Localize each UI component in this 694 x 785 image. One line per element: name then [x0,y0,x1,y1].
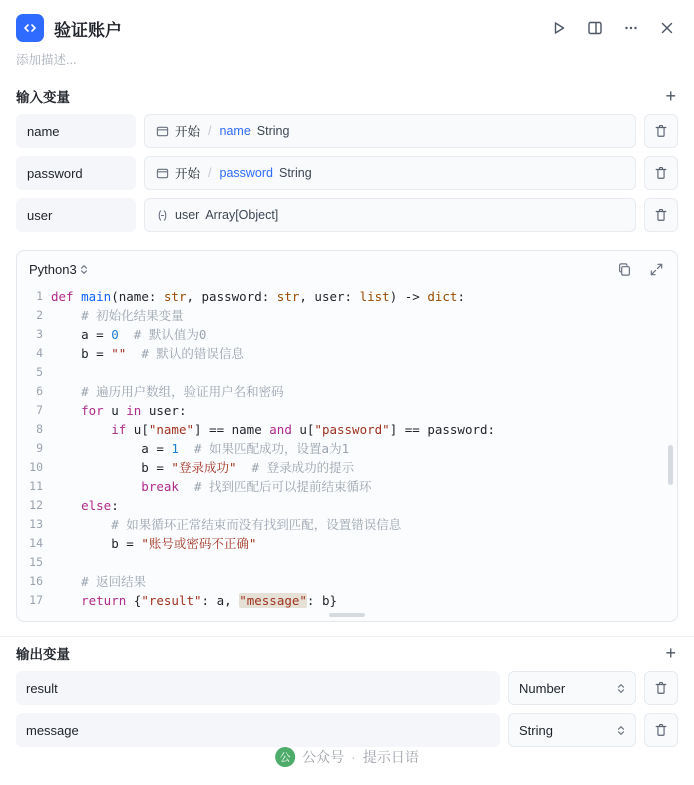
code-line-number: 4 [36,346,43,360]
output-variable-type-label: String [519,722,553,738]
code-token: str [163,289,187,304]
input-variable-row [16,198,678,232]
language-label: Python3 [29,261,77,277]
sidebar-icon[interactable] [584,17,606,39]
code-vertical-scrollbar[interactable] [668,445,673,485]
watermark-text-secondary: 提示日语 [362,749,419,765]
code-token: ) -> [389,289,428,304]
reference-field-type: String [279,166,312,180]
output-variable-name[interactable]: result [16,671,500,705]
code-token: str [276,289,300,304]
add-output-variable-button[interactable]: + [665,643,676,663]
reference-node-name: 开始 [175,125,201,139]
code-line-text [51,382,284,401]
code-line-number: 16 [29,574,43,588]
code-token: a = [51,441,172,456]
description-input[interactable]: 添加描述... [16,53,77,67]
code-line [17,553,677,572]
delete-output-variable-button[interactable] [644,671,678,705]
code-line [17,591,677,610]
input-variable-row [16,156,678,190]
code-editor-panel [16,250,678,622]
code-token: 1 [171,441,179,456]
code-token: u [103,403,127,418]
code-token: main [81,289,112,304]
page-title: 验证账户 [54,20,122,40]
code-token: : [457,289,465,304]
input-variable-row [16,114,678,148]
start-node-icon [155,166,169,180]
code-line [17,439,677,458]
code-line [17,534,677,553]
expand-icon[interactable] [647,260,665,278]
input-variable-name[interactable]: password [16,156,136,190]
code-token: "登录成功" [171,460,237,475]
code-line [17,477,677,496]
reference-field-type: String [256,124,290,138]
code-line-text [51,515,401,534]
start-node-icon [155,124,169,138]
code-line [17,496,677,515]
reference-field-name: name [219,124,251,138]
code-token: : a, [201,593,240,608]
code-token: (name: [111,289,164,304]
code-token: # 初始化结果变量 [51,308,184,323]
delete-input-variable-button[interactable] [644,198,678,232]
input-section-title: 输入变量 [16,90,70,105]
code-token: # 默认的错误信息 [126,346,244,361]
code-token: # 如果循环正常结束而没有找到匹配，设置错误信息 [51,517,402,532]
watermark-text-primary: 公众号 [302,749,345,765]
output-section-title: 输出变量 [16,647,70,662]
reference-field-type: Array[Object] [205,208,279,222]
close-icon[interactable] [656,17,678,39]
code-token: "password" [314,422,390,437]
code-line-text [51,439,349,458]
code-line-text [51,534,256,553]
add-input-variable-button[interactable]: + [665,86,676,106]
code-token: ] == password: [389,422,496,437]
code-line [17,420,677,439]
code-line-number: 13 [29,517,43,531]
input-variable-reference[interactable] [144,198,636,232]
reference-separator: / [208,166,212,180]
code-lines [17,285,677,610]
code-token: b = [51,536,142,551]
code-token: ] == name [194,422,270,437]
code-line-text [51,344,244,363]
code-horizontal-scrollbar[interactable] [329,613,365,617]
code-token: break [51,479,179,494]
delete-input-variable-button[interactable] [644,156,678,190]
output-section-header [0,637,694,671]
code-token: return [51,593,127,608]
code-line-text [51,572,146,591]
chevron-updown-icon [617,725,625,736]
code-editor-actions [615,260,665,278]
input-variable-list [0,114,694,240]
code-line [17,325,677,344]
code-token: # 返回结果 [51,574,147,589]
code-line-number: 1 [36,289,43,303]
reference-node-name: 开始 [175,167,201,181]
code-token: b = [51,460,172,475]
code-line [17,382,677,401]
reference-field-name: password [219,166,273,180]
code-line-number: 5 [36,365,43,379]
code-token: "账号或密码不正确" [141,536,257,551]
code-line-text [51,325,206,344]
code-token: if [51,422,127,437]
ellipsis-icon[interactable] [620,17,642,39]
code-line-number: 15 [29,555,43,569]
input-variable-name[interactable]: name [16,114,136,148]
code-line-text [51,591,337,610]
code-line-number: 3 [36,327,43,341]
code-token: dict [427,289,458,304]
output-variable-row [16,713,678,747]
code-token: u[ [126,422,149,437]
code-line-number: 6 [36,384,43,398]
chevron-updown-icon [80,264,88,275]
code-token: def [51,289,82,304]
code-line-text [51,306,184,325]
code-token: , user: [299,289,360,304]
language-selector[interactable] [29,262,88,277]
code-token: # 遍历用户数组，验证用户名和密码 [51,384,284,399]
code-line-number: 2 [36,308,43,322]
input-section-header [0,80,694,114]
code-token: a = [51,327,112,342]
chevron-updown-icon [617,683,625,694]
output-variable-list [0,671,694,755]
code-editor-toolbar [17,251,677,285]
output-variable-type-select[interactable] [508,671,636,705]
code-node-icon [16,14,44,42]
code-line-number: 8 [36,422,43,436]
code-line [17,458,677,477]
code-token: list [359,289,390,304]
code-token: b = [51,346,112,361]
code-line-number: 12 [29,498,43,512]
code-token: { [126,593,142,608]
code-token: # 如果匹配成功，设置a为1 [178,441,350,456]
code-token: else [51,498,112,513]
code-token: user: [141,403,187,418]
play-icon[interactable] [548,17,570,39]
code-token: "" [111,346,127,361]
watermark-badge: 公 [275,747,295,767]
code-line-text [51,477,372,496]
code-token: "message" [239,593,307,608]
code-token: "name" [148,422,194,437]
code-line-text [51,287,465,306]
delete-input-variable-button[interactable] [644,114,678,148]
copy-icon[interactable] [615,260,633,278]
input-variable-name[interactable]: user [16,198,136,232]
code-line-number: 14 [29,536,43,550]
variable-icon [155,208,169,222]
watermark-dot: · [351,749,356,765]
code-line-number: 17 [29,593,43,607]
output-variable-type-select[interactable] [508,713,636,747]
reference-field-name: user [175,208,200,222]
code-token: in [126,403,142,418]
delete-output-variable-button[interactable] [644,713,678,747]
code-token: : b} [306,593,338,608]
code-line [17,363,677,382]
code-token: # 默认值为0 [118,327,207,342]
header-actions [548,17,678,39]
code-token: 0 [111,327,119,342]
output-variable-row [16,671,678,705]
code-editor-body[interactable] [17,285,677,621]
code-line [17,572,677,591]
panel-header [0,0,694,48]
code-line-text [51,401,186,420]
reference-separator: / [208,124,212,138]
code-line [17,306,677,325]
code-token: : [111,498,119,513]
output-variable-name[interactable]: message [16,713,500,747]
code-line-number: 7 [36,403,43,417]
code-line-text [51,420,495,439]
output-variable-type-label: Number [519,680,566,696]
code-line [17,401,677,420]
code-token: for [51,403,104,418]
code-token: u[ [291,422,315,437]
code-token: , password: [186,289,277,304]
code-line [17,287,677,306]
code-line [17,515,677,534]
input-variable-reference[interactable] [144,114,636,148]
code-line-number: 9 [36,441,43,455]
code-line-text [51,458,354,477]
code-line [17,344,677,363]
code-token: "result" [141,593,202,608]
code-line-number: 10 [29,460,43,474]
code-token: and [269,422,292,437]
code-token: # 登录成功的提示 [236,460,355,475]
code-token: # 找到匹配后可以提前结束循环 [178,479,372,494]
input-variable-reference[interactable] [144,156,636,190]
code-line-text [51,496,119,515]
code-line-number: 11 [29,479,43,493]
